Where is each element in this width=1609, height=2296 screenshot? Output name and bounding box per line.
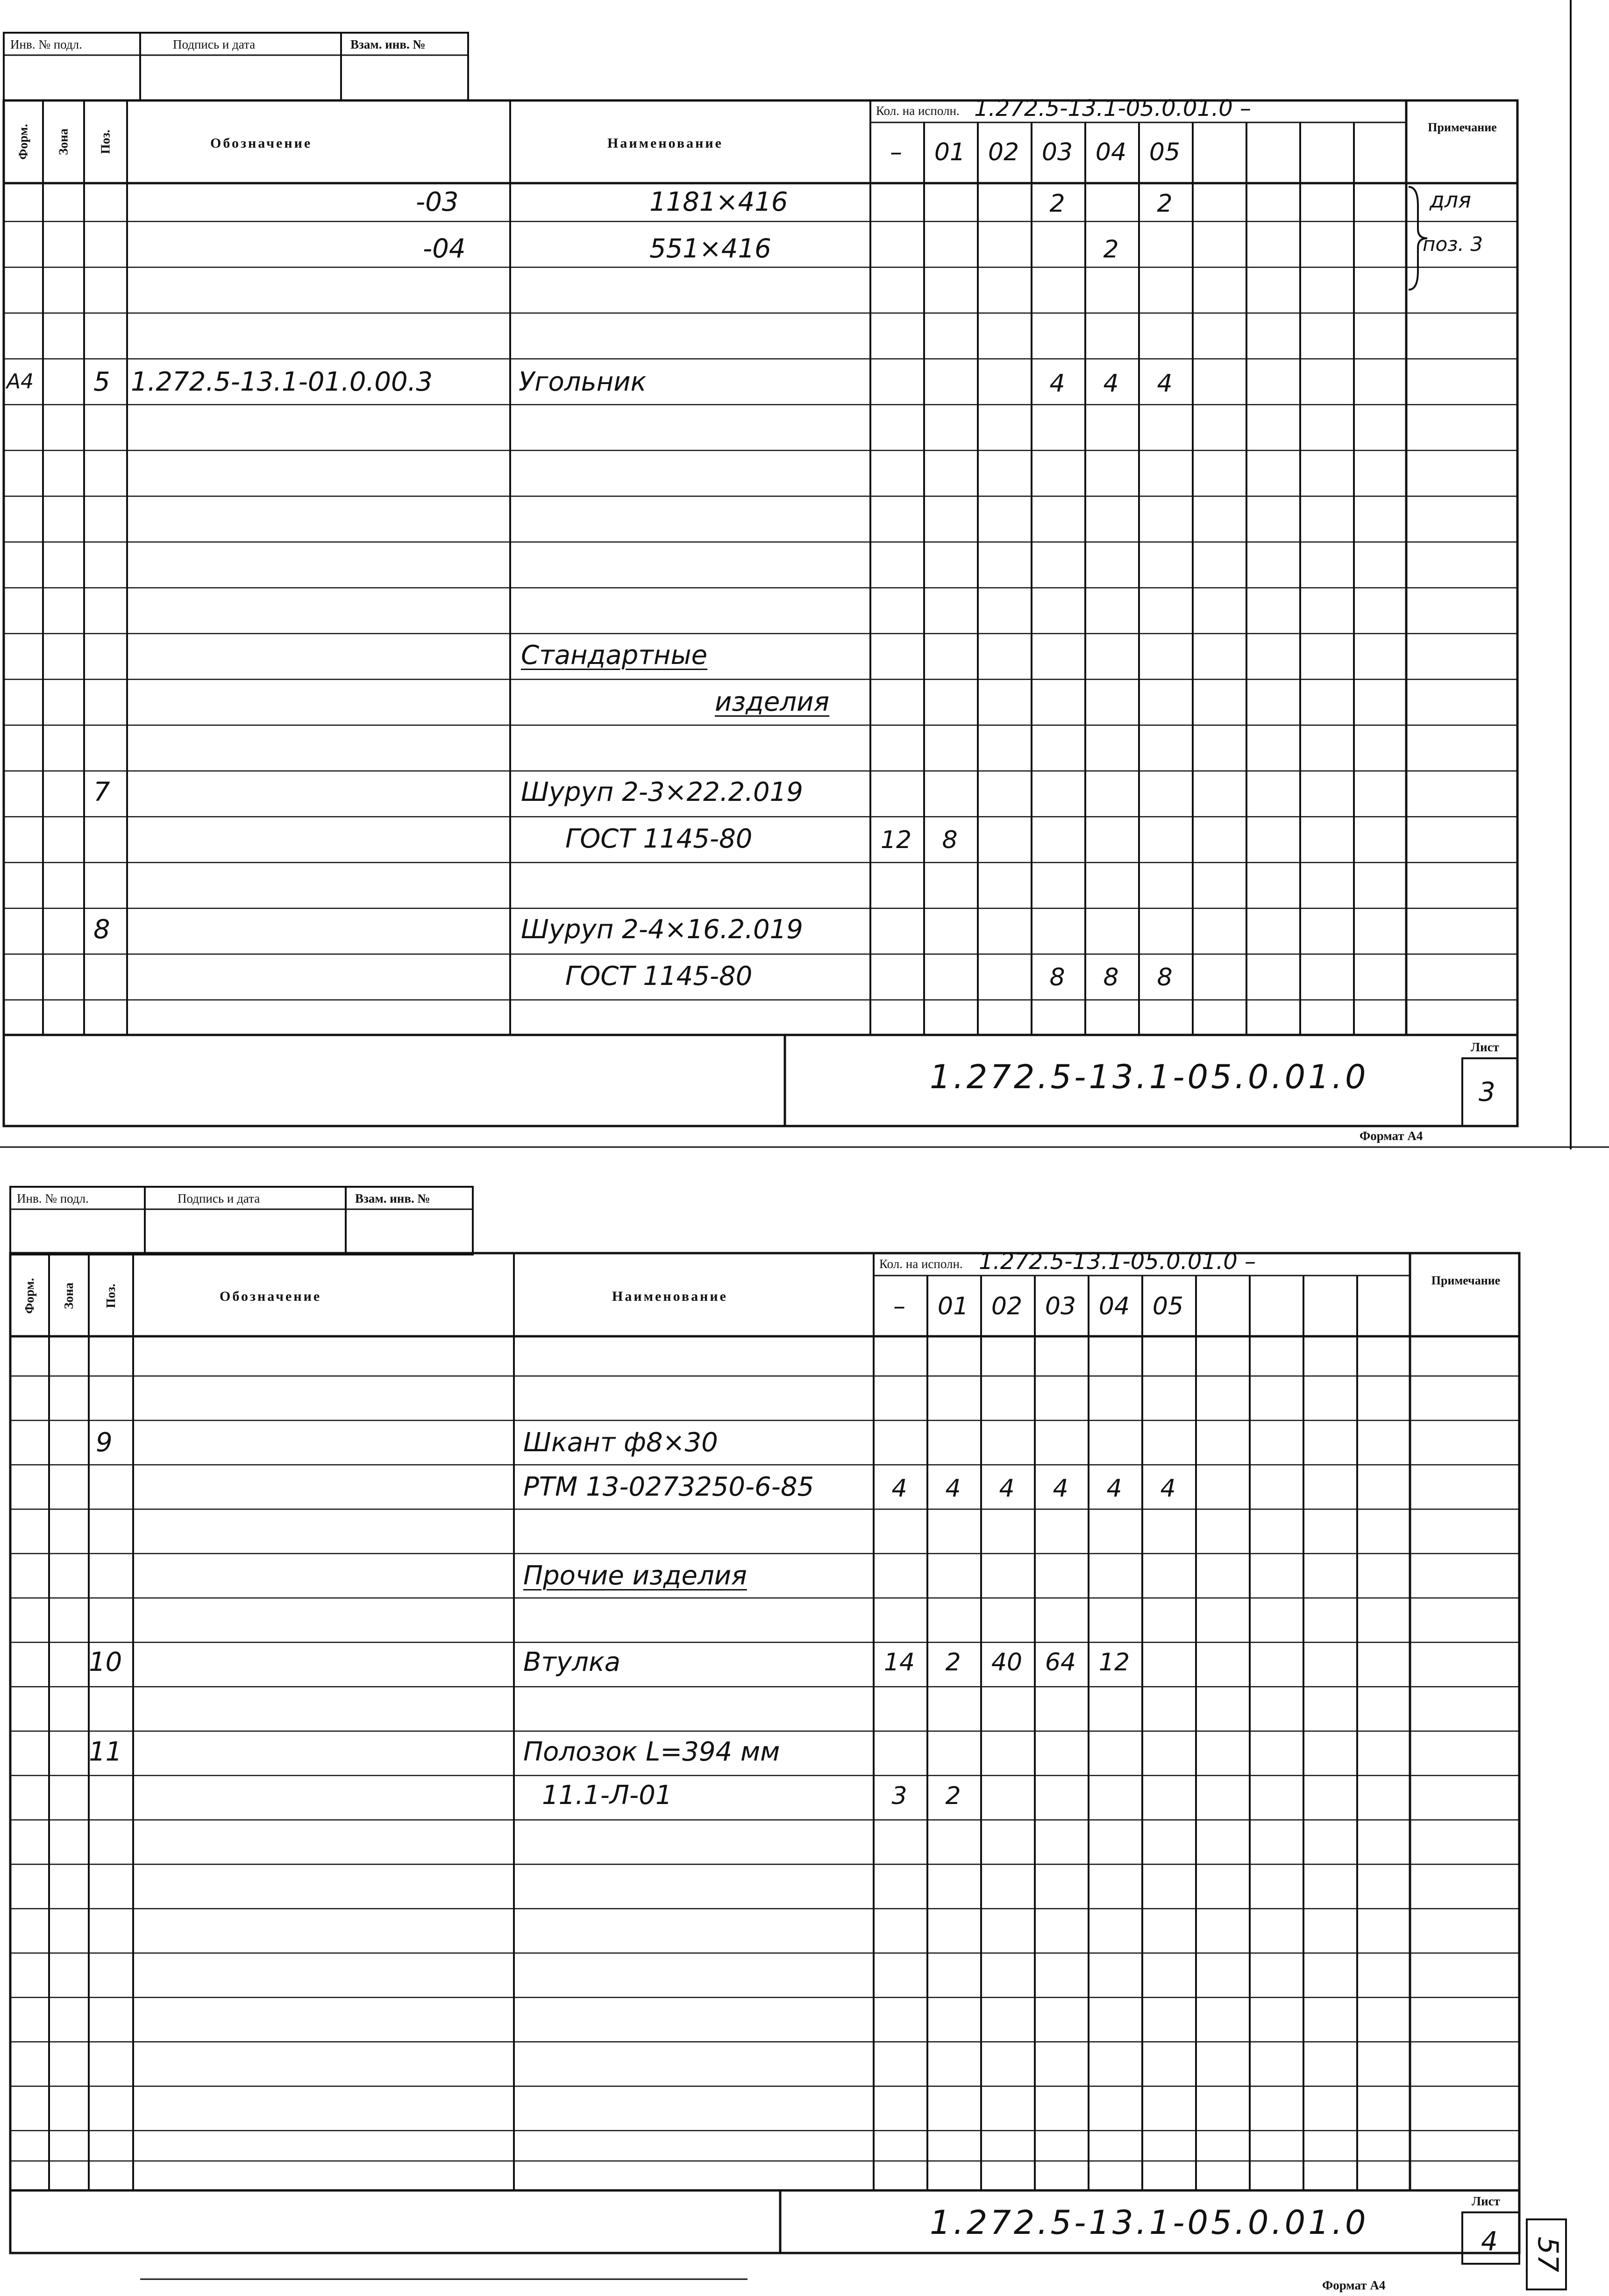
stamp-vzam-label: Взам. инв. № [350, 37, 426, 51]
sheet-number: 4 [1481, 2226, 1498, 2257]
variant-01: 01 [937, 1292, 969, 1320]
row-pos: 10 [89, 1647, 122, 1677]
variant-04: 04 [1095, 138, 1127, 166]
row-pos: 8 [93, 914, 110, 945]
row-designation: 1.272.5-13.1-01.0.00.3 [131, 367, 433, 397]
row-qty-01: 4 [945, 1475, 961, 1503]
row-pos: 7 [93, 777, 110, 807]
stamp-inv-label: Инв. № подл. [10, 37, 82, 51]
title-code: 1.272.5-13.1-05.0.01.0 [930, 2203, 1369, 2242]
row-designation: -04 [423, 234, 466, 264]
variant-05: 05 [1152, 1292, 1184, 1320]
title-code: 1.272.5-13.1-05.0.01.0 [930, 1058, 1369, 1096]
row-form: А4 [7, 370, 34, 393]
sheet-number: 3 [1479, 1077, 1495, 1107]
row-qty-01: 2 [945, 1782, 961, 1810]
row-pos: 11 [89, 1737, 122, 1767]
variant-02: 02 [988, 138, 1019, 166]
row-qty-02: 4 [999, 1475, 1015, 1503]
sheet-label: Лист [1472, 2194, 1500, 2208]
qty-prefix: Кол. на исполн. [876, 104, 960, 118]
row-name: Втулка [523, 1647, 621, 1677]
row-qty-04: 12 [1098, 1648, 1130, 1676]
col-designation-header: Обозначение [220, 1289, 322, 1304]
section-heading: Прочие изделия [523, 1561, 747, 1591]
variant-02: 02 [991, 1292, 1023, 1320]
row-qty-04: 2 [1103, 235, 1119, 264]
variant-01: 01 [934, 138, 966, 166]
section-heading: Стандартные [521, 640, 708, 670]
stamp-inv-label: Инв. № подл. [17, 1191, 89, 1205]
col-name-header: Наименование [612, 1289, 728, 1304]
col-name-header: Наименование [607, 135, 723, 151]
col-zone-header: Зона [62, 1283, 76, 1309]
row-qty-01: 2 [945, 1648, 961, 1676]
row-qty-03: 8 [1049, 963, 1065, 991]
row-qty-03: 4 [1053, 1475, 1068, 1503]
row-pos: 9 [96, 1427, 113, 1458]
row-qty-05: 2 [1157, 190, 1173, 218]
sheet-4-grid [0, 1149, 1609, 2296]
row-qty-05: 4 [1157, 370, 1173, 398]
row-qty-04: 4 [1106, 1475, 1122, 1503]
col-pos-header: Поз. [98, 129, 113, 154]
col-note-header: Примечание [1428, 121, 1497, 134]
row-note: для [1430, 187, 1471, 213]
row-name: Полозок L=394 мм [523, 1737, 780, 1767]
format-label: Формат А4 [1360, 1129, 1423, 1143]
sheet-4 [0, 1149, 1609, 2296]
section-heading-cont: изделия [715, 687, 830, 717]
col-note-header: Примечание [1431, 1274, 1501, 1287]
format-label: Формат А4 [1322, 2278, 1386, 2292]
row-qty-03: 4 [1049, 370, 1065, 398]
row-name-std: 11.1-Л-01 [542, 1780, 672, 1811]
col-pos-header: Поз. [104, 1283, 118, 1308]
row-qty-05: 4 [1160, 1475, 1176, 1503]
variant-03: 03 [1045, 1292, 1076, 1320]
col-designation-header: Обозначение [210, 135, 313, 151]
row-qty-base: 3 [891, 1782, 907, 1810]
col-form-header: Форм. [22, 1278, 36, 1314]
row-name: Шуруп 2-4×16.2.019 [521, 914, 803, 945]
row-qty-01: 8 [942, 826, 958, 854]
row-name-std: РТМ 13-0273250-6-85 [523, 1472, 814, 1502]
row-qty-05: 8 [1157, 963, 1173, 991]
row-name: 1181×416 [649, 187, 788, 217]
row-name: Шкант ф8×30 [523, 1427, 718, 1458]
row-designation: -03 [416, 187, 459, 217]
row-name-std: ГОСТ 1145-80 [565, 961, 753, 991]
row-qty-04: 4 [1103, 370, 1119, 398]
row-qty-base: 12 [880, 826, 912, 854]
row-name: Угольник [519, 367, 647, 397]
page-number: 57 [1531, 2236, 1565, 2273]
variant-03: 03 [1041, 138, 1073, 166]
row-name: Шуруп 2-3×22.2.019 [521, 777, 803, 807]
col-form-header: Форм. [16, 124, 30, 160]
row-qty-base: 14 [883, 1648, 915, 1676]
qty-prefix: Кол. на исполн. [879, 1257, 963, 1271]
stamp-sign-label: Подпись и дата [178, 1191, 260, 1205]
row-note: поз. 3 [1423, 233, 1483, 256]
stamp-sign-label: Подпись и дата [173, 37, 256, 51]
row-qty-04: 8 [1103, 963, 1119, 991]
qty-code-header: 1.272.5-13.1-05.0.01.0 – [979, 1248, 1256, 1275]
variant-base: – [893, 1292, 905, 1320]
variant-04: 04 [1098, 1292, 1130, 1320]
qty-code-header: 1.272.5-13.1-05.0.01.0 – [974, 95, 1251, 121]
row-name: 551×416 [649, 234, 771, 264]
variant-base: – [890, 138, 902, 166]
row-qty-03: 64 [1045, 1648, 1076, 1676]
variant-05: 05 [1149, 138, 1181, 166]
row-qty-base: 4 [891, 1475, 907, 1503]
row-qty-02: 40 [991, 1648, 1023, 1676]
stamp-vzam-label: Взам. инв. № [355, 1191, 430, 1205]
row-name-std: ГОСТ 1145-80 [565, 824, 753, 854]
col-zone-header: Зона [56, 128, 71, 155]
sheet-label: Лист [1471, 1040, 1499, 1054]
row-qty-03: 2 [1049, 190, 1065, 218]
row-pos: 5 [93, 367, 110, 397]
